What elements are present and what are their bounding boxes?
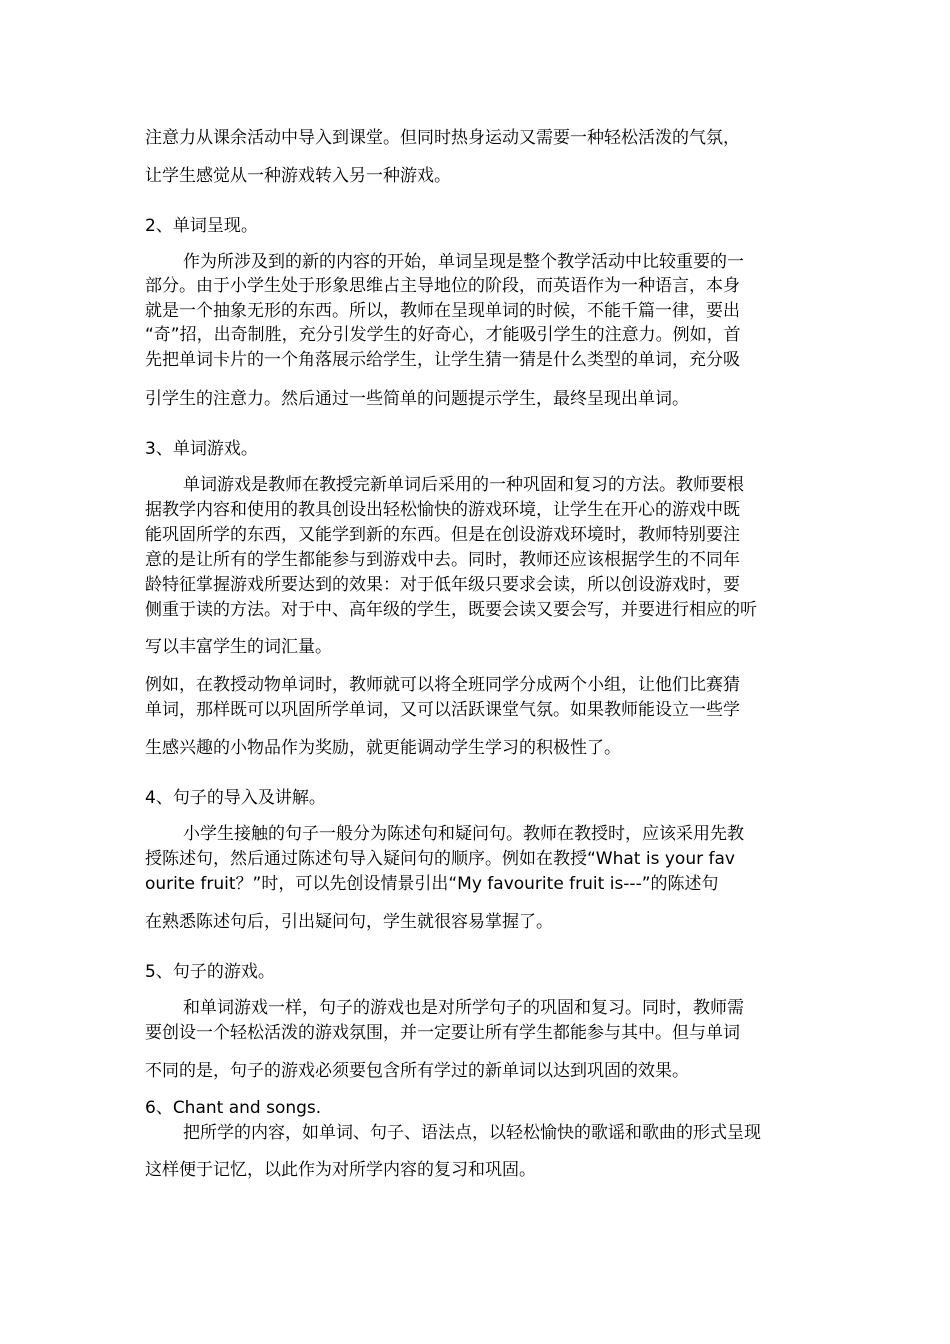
paragraph-line: 注意力从课余活动中导入到课堂。但同时热身运动又需要一种轻松活泼的气氛， [145, 128, 740, 148]
paragraph-line: 写以丰富学生的词汇量。 [145, 637, 332, 657]
paragraph-line: 据教学内容和使用的教具创设出轻松愉快的游戏环境，让学生在开心的游戏中既 [145, 500, 740, 520]
paragraph-line: “奇”招，出奇制胜，充分引发学生的好奇心，才能吸引学生的注意力。例如，首 [145, 325, 741, 345]
paragraph-line: 单词游戏是教师在教授完新单词后采用的一种巩固和复习的方法。教师要根 [183, 475, 744, 495]
section-heading: 3、单词游戏。 [145, 439, 258, 459]
paragraph-line: 单词，那样既可以巩固所学单词，又可以活跃课堂气氛。如果教师能设立一些学 [145, 700, 740, 720]
paragraph-line: 侧重于读的方法。对于中、高年级的学生，既要会读又要会写，并要进行相应的听 [145, 600, 757, 620]
paragraph-line: 能巩固所学的东西，又能学到新的东西。但是在创设游戏环境时，教师特别要注 [145, 525, 740, 545]
paragraph-line: 授陈述句，然后通过陈述句导入疑问句的顺序。例如在教授“What is your fav [145, 849, 735, 869]
paragraph-line: 生感兴趣的小物品作为奖励，就更能调动学生学习的积极性了。 [145, 738, 621, 758]
paragraph-line: 要创设一个轻松活泼的游戏氛围，并一定要让所有学生都能参与其中。但与单词 [145, 1023, 740, 1043]
paragraph-line: 在熟悉陈述句后，引出疑问句，学生就很容易掌握了。 [145, 912, 553, 932]
section-heading: 4、句子的导入及讲解。 [145, 788, 326, 808]
paragraph-line: 小学生接触的句子一般分为陈述句和疑问句。教师在教授时，应该采用先教 [183, 824, 744, 844]
paragraph-line: 先把单词卡片的一个角落展示给学生，让学生猜一猜是什么类型的单词，充分吸 [145, 350, 740, 370]
paragraph-line: 引学生的注意力。然后通过一些简单的问题提示学生，最终呈现出单词。 [145, 389, 689, 409]
paragraph-line: 让学生感觉从一种游戏转入另一种游戏。 [145, 166, 451, 186]
paragraph-line: 龄特征掌握游戏所要达到的效果：对于低年级只要求会读，所以创设游戏时，要 [145, 575, 740, 595]
paragraph-line: 把所学的内容，如单词、句子、语法点，以轻松愉快的歌谣和歌曲的形式呈现 [183, 1123, 761, 1143]
paragraph-line: 就是一个抽象无形的东西。所以，教师在呈现单词的时候，不能千篇一律，要出 [145, 301, 740, 321]
paragraph-line: 例如，在教授动物单词时，教师就可以将全班同学分成两个小组，让他们比赛猜 [145, 675, 740, 695]
section-heading: 5、句子的游戏。 [145, 962, 275, 982]
paragraph-line: 这样便于记忆，以此作为对所学内容的复习和巩固。 [145, 1160, 536, 1180]
paragraph-line: 和单词游戏一样，句子的游戏也是对所学句子的巩固和复习。同时，教师需 [183, 998, 744, 1018]
section-heading: 6、Chant and songs. [145, 1098, 322, 1118]
paragraph-line: ourite fruit？”时，可以先创设情景引出“My favourite fruit is---”的陈述句 [145, 874, 719, 894]
paragraph-line: 不同的是，句子的游戏必须要包含所有学过的新单词以达到巩固的效果。 [145, 1061, 689, 1081]
paragraph-line: 意的是让所有的学生都能参与到游戏中去。同时，教师还应该根据学生的不同年 [145, 550, 740, 570]
paragraph-line: 作为所涉及到的新的内容的开始，单词呈现是整个教学活动中比较重要的一 [183, 252, 744, 272]
section-heading: 2、单词呈现。 [145, 216, 258, 236]
paragraph-line: 部分。由于小学生处于形象思维占主导地位的阶段，而英语作为一种语言，本身 [145, 276, 740, 296]
